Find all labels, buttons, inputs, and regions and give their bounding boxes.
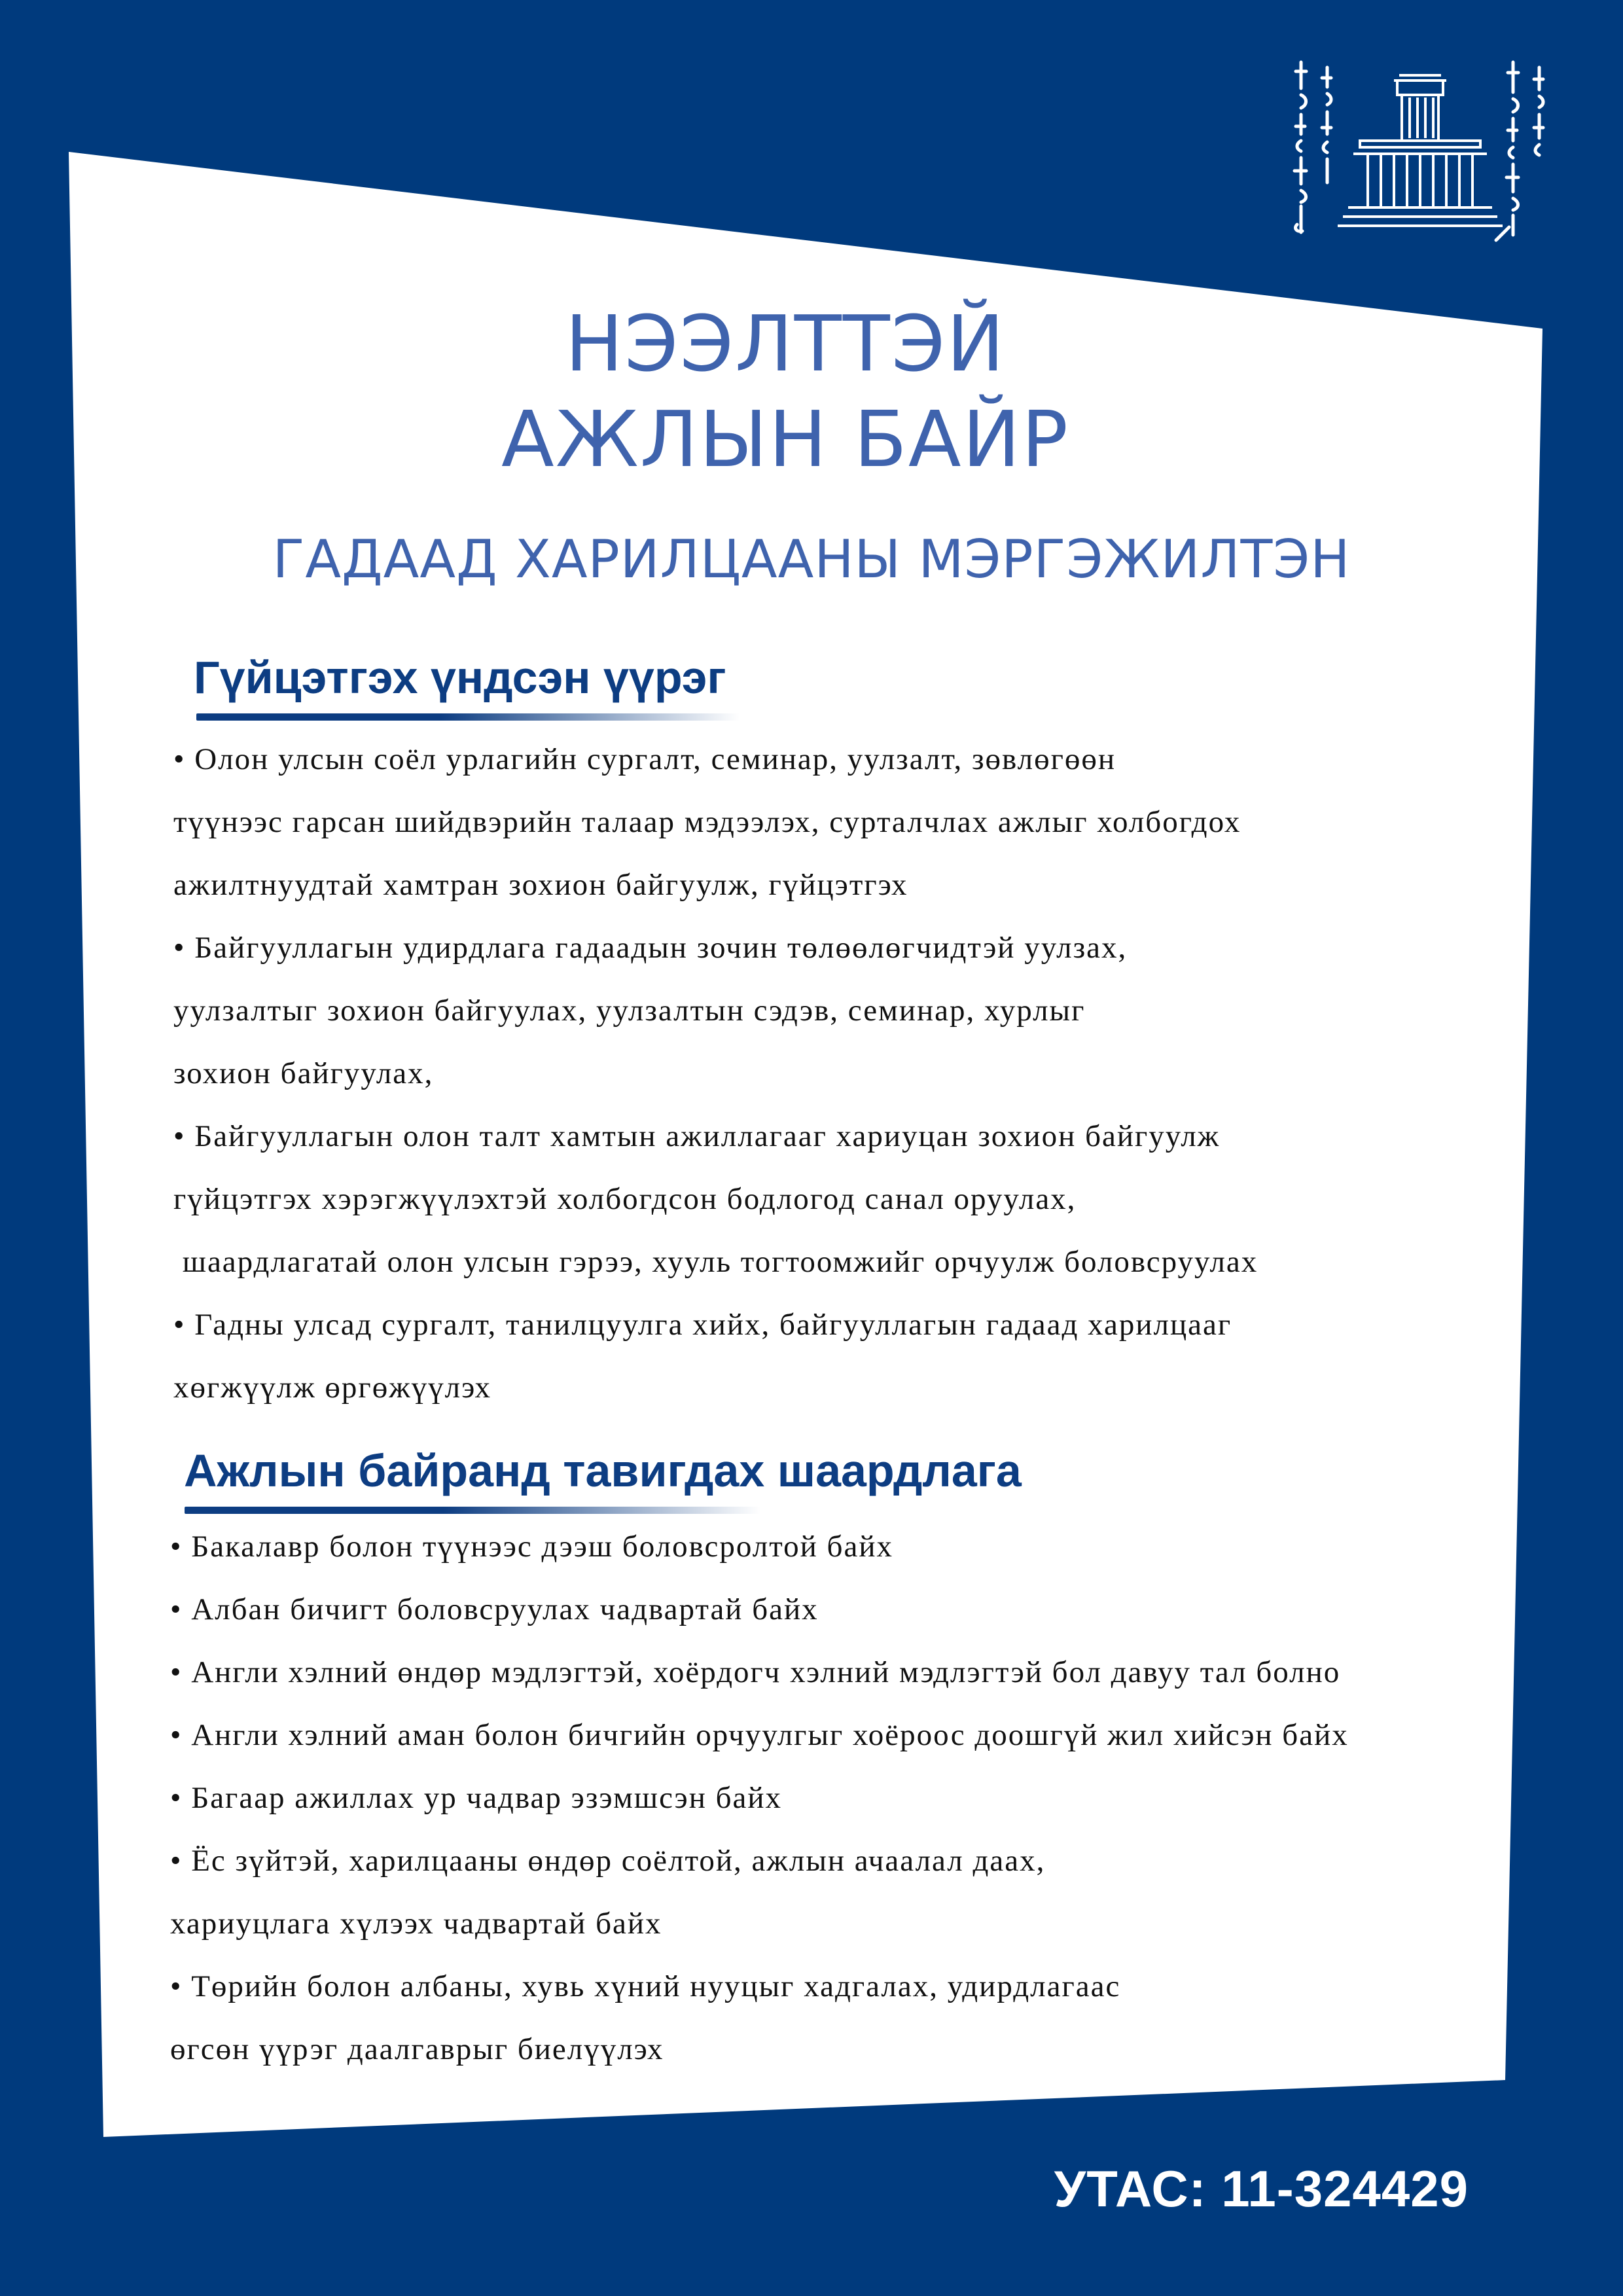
- duty-line: уулзалтыг зохион байгуулах, уулзалтын сэдэв, семинар, хурлыг: [173, 994, 1086, 1028]
- duties-heading: Гүйцэтгэх үндсэн үүрэг: [194, 652, 726, 703]
- duty-line: ажилтнуудтай хамтран зохион байгуулж, гүйцэтгэх: [173, 868, 908, 902]
- title-line-open: НЭЭЛТТЭЙ: [565, 298, 1006, 389]
- requirement-line: • Албан бичигт боловсруулах чадвартай байх: [170, 1592, 819, 1626]
- requirements-heading: Ажлын байранд тавигдах шаардлага: [184, 1445, 1022, 1496]
- duty-line: • Олон улсын соёл урлагийн сургалт, семинар, уулзалт, зөвлөгөөн: [173, 742, 1116, 776]
- duty-line: түүнээс гарсан шийдвэрийн талаар мэдээлэх, сурталчлах ажлыг холбогдох: [173, 805, 1241, 839]
- requirement-line: өгсөн үүрэг даалгаврыг биелүүлэх: [170, 2032, 664, 2066]
- duty-line: шаардлагатай олон улсын гэрээ, хууль тогтоомжийг орчуулж боловсруулах: [173, 1245, 1258, 1279]
- requirements-heading-underline: [185, 1507, 760, 1514]
- requirement-line: • Бакалавр болон түүнээс дээш боловсролтой байх: [170, 1530, 893, 1564]
- position-title: ГАДААД ХАРИЛЦААНЫ МЭРГЭЖИЛТЭН: [272, 529, 1351, 590]
- phone-contact: УТАС: 11-324429: [1054, 2160, 1469, 2217]
- duties-list: [173, 728, 1258, 1419]
- requirement-line: • Англи хэлний аман болон бичгийн орчуулгыг хоёроос доошгүй жил хийсэн байх: [170, 1718, 1349, 1752]
- requirement-line: хариуцлага хүлээх чадвартай байх: [170, 1907, 662, 1941]
- duty-line: • Байгууллагын удирдлага гадаадын зочин төлөөлөгчидтэй уулзах,: [173, 931, 1128, 965]
- title-line-job: АЖЛЫН БАЙР: [501, 394, 1069, 484]
- parliament-logo-icon: [1283, 56, 1551, 252]
- requirement-line: • Багаар ажиллах ур чадвар эзэмшсэн байх: [170, 1781, 783, 1815]
- requirement-line: • Ёс зүйтэй, харилцааны өндөр соёлтой, ажлын ачаалал даах,: [170, 1844, 1046, 1878]
- duties-heading-underline: [196, 713, 740, 721]
- duty-line: хөгжүүлж өргөжүүлэх: [173, 1371, 491, 1405]
- requirement-line: • Англи хэлний өндөр мэдлэгтэй, хоёрдогч хэлний мэдлэгтэй бол давуу тал болно: [170, 1655, 1341, 1689]
- duty-line: • Гадны улсад сургалт, танилцуулга хийх, байгууллагын гадаад харилцааг: [173, 1308, 1232, 1342]
- duty-line: • Байгууллагын олон талт хамтын ажиллагааг хариуцан зохион байгуулж: [173, 1119, 1221, 1153]
- requirement-line: • Төрийн болон албаны, хувь хүний нууцыг хадгалах, удирдлагаас: [170, 1969, 1121, 2003]
- duty-line: зохион байгуулах,: [173, 1056, 434, 1090]
- requirements-list: [170, 1515, 1349, 2081]
- duty-line: гүйцэтгэх хэрэгжүүлэхтэй холбогдсон бодлогод санал оруулах,: [173, 1182, 1077, 1216]
